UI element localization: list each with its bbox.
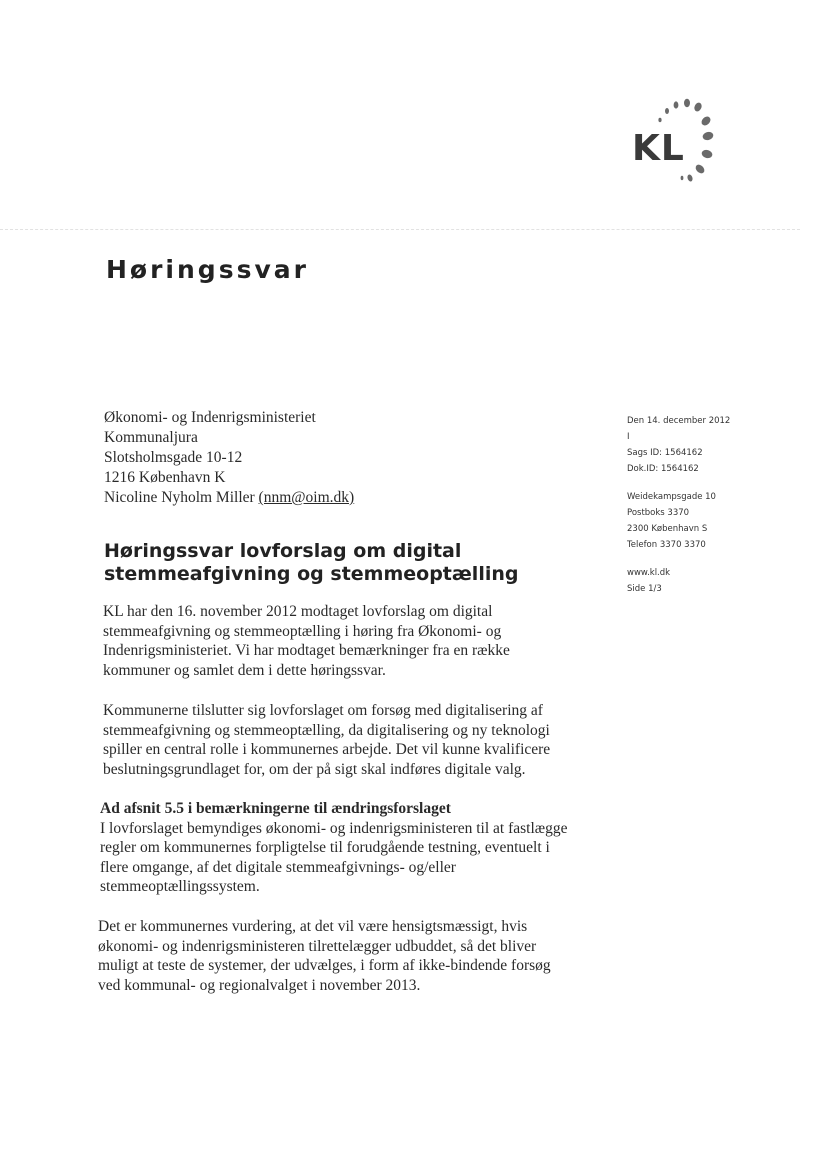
recipient-address-block [104,408,354,508]
paragraph-line: beslutningsgrundlaget for, om der på sigt skal indføres digitale valg. [103,760,526,778]
paragraph-line: økonomi- og indenrigsministeren tilrettelægger udbuddet, så det bliver [98,937,537,955]
paragraph-line: Kommunerne tilslutter sig lovforslaget om forsøg med digitalisering af [103,702,543,719]
document-type-title: Høringssvar [106,255,309,284]
paragraph-line: I lovforslaget bemyndiges økonomi- og indenrigsministeren til at fastlægge [100,819,568,837]
meta-sags-id: Sags ID: 1564162 [627,448,703,458]
paragraph-line: kommuner og samlet dem i dette høringssvar. [103,661,386,679]
paragraph-line: KL har den 16. november 2012 modtaget lovforslag om digital [103,603,493,620]
sender-meta-column [627,413,730,597]
subject-line-2: stemmeafgivning og stemmeoptælling [104,563,519,585]
paragraph-line: stemmeoptællingssystem. [100,878,260,895]
kl-logo-text: KL [632,128,685,169]
paragraph-line: regler om kommunernes forpligtelse til forudgående testning, eventuelt i [100,839,550,856]
paragraph-line: ved kommunal- og regionalvalget i november 2013. [98,976,421,994]
recipient-office: Kommunaljura [104,429,198,446]
meta-postbox: Postboks 3370 [627,508,690,518]
meta-website-link[interactable]: www.kl.dk [627,568,671,578]
body-paragraph-2 [103,701,583,779]
meta-address-street: Weidekampsgade 10 [627,492,716,502]
kl-logo [626,98,730,190]
paragraph-line: Indenrigsministeriet. Vi har modtaget bemærkninger fra en række [103,642,510,659]
body-paragraph-3 [100,799,580,897]
paragraph-line: stemmeafgivning og stemmeoptælling, da digitalisering og ny teknologi [103,721,550,739]
header-divider [0,229,800,230]
recipient-ministry: Økonomi- og Indenrigsministeriet [104,409,316,426]
paragraph-line: muligt at teste de systemer, der udvælges, i form af ikke-bindende forsøg [98,957,551,974]
meta-address-city: 2300 København S [627,524,708,534]
paragraph-line: Det er kommunernes vurdering, at det vil være hensigtsmæssigt, hvis [98,918,528,935]
body-paragraph-1 [103,602,583,680]
meta-dok-id: Dok.ID: 1564162 [627,464,699,474]
meta-page-number: Side 1/3 [627,584,662,594]
meta-phone: Telefon 3370 3370 [627,540,706,550]
recipient-city: 1216 København K [104,469,226,486]
paragraph-line: flere omgange, af det digitale stemmeafgivnings- og/eller [100,858,456,876]
subject-heading [104,540,534,586]
paragraph-line: stemmeafgivning og stemmeoptælling i høring fra Økonomi- og [103,622,502,640]
body-paragraph-4 [98,917,578,995]
meta-date: Den 14. december 2012 [627,416,731,426]
recipient-email-link[interactable]: (nnm@oim.dk) [258,489,355,506]
recipient-contact [104,488,354,508]
recipient-street: Slotsholmsgade 10-12 [104,449,243,466]
recipient-contact-name: Nicoline Nyholm Miller [104,489,255,506]
subject-line-1: Høringssvar lovforslag om digital [104,540,462,562]
section-heading: Ad afsnit 5.5 i bemærkningerne til ændringsforslaget [100,800,451,817]
meta-marker: I [627,432,630,442]
paragraph-line: spiller en central rolle i kommunernes arbejde. Det vil kunne kvalificere [103,741,551,758]
